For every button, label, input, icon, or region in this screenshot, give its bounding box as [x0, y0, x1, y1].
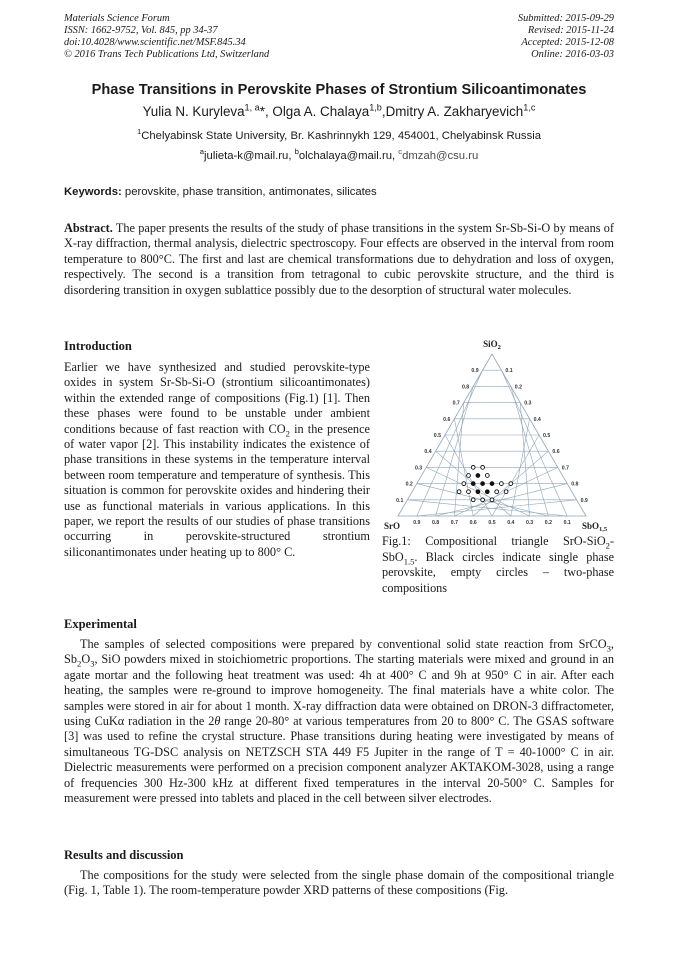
single-phase-point	[481, 482, 485, 486]
two-phase-point	[467, 490, 471, 494]
author-name: Olga A. Chalaya	[272, 104, 370, 119]
tick-label-left: 0.2	[405, 481, 413, 488]
doi-line: doi:10.4028/www.scientific.net/MSF.845.34	[64, 37, 246, 48]
tick-label-bottom: 0.9	[413, 520, 421, 526]
tick-label-right: 0.4	[533, 416, 541, 423]
vertex-label-sro: SrO	[384, 521, 401, 531]
two-phase-point	[457, 490, 461, 494]
tick-label-bottom: 0.4	[507, 520, 515, 526]
tick-label-left: 0.1	[396, 497, 404, 504]
tick-label-right: 0.6	[552, 449, 560, 456]
two-phase-point	[462, 482, 466, 486]
paper-title: Phase Transitions in Perovskite Phases of Strontium Silicoantimonates	[91, 82, 587, 98]
affiliation: $^1$Chelyabinsk State University, Br. Kashrinnykh 129, 454001, Chelyabinsk Russia	[136, 127, 542, 142]
two-phase-point	[490, 498, 494, 502]
abstract	[64, 221, 614, 298]
single-phase-point	[485, 490, 489, 494]
figure-caption: Fig.1: Compositional triangle SrO-SiO$_2$-SbO$_{1.5}$. Black circles indicate single phase perovskite, empty circles – two-phase compositions	[382, 534, 614, 595]
two-phase-point	[471, 498, 475, 502]
single-phase-point	[476, 474, 480, 478]
submitted-date: Submitted: 2015-09-29	[517, 13, 614, 24]
tick-label-bottom: 0.1	[563, 520, 571, 526]
results-paragraph: The compositions for the study were selected from the single phase domain of the compositional triangle (Fig. 1, Table 1). The room-temperature powder XRD patterns of these compositions (Fig.	[64, 868, 614, 898]
two-phase-point	[467, 474, 471, 478]
accepted-date: Accepted: 2015-12-08	[521, 37, 614, 48]
tick-label-right: 0.9	[580, 497, 588, 504]
tick-label-right: 0.3	[524, 400, 532, 407]
ternary-grid	[398, 354, 586, 516]
single-phase-point	[476, 490, 480, 494]
tick-label-left: 0.8	[461, 384, 470, 391]
two-phase-point	[500, 482, 504, 486]
email-link[interactable]: dmzah@csu.ru	[402, 150, 479, 162]
two-phase-point	[471, 466, 475, 470]
keywords-label: Keywords:	[64, 186, 122, 198]
tick-label-bottom: 0.8	[431, 520, 440, 526]
author-list: Yulia N. Kuryleva$^{1, a}$*, Olga A. Chalaya$^{1,b}$,Dmitry A. Zakharyevich$^{1,c}$	[142, 102, 536, 119]
email-link[interactable]: olchalaya@mail.ru,	[298, 150, 396, 162]
tick-label-right: 0.8	[571, 481, 579, 488]
section-heading-introduction: Introduction	[64, 339, 132, 353]
experimental-paragraph: The samples of selected compositions were prepared by conventional solid state reaction from SrCO$_3$, $Sb_2O_3$, SiO powders mixed in stoichiometric proportions. The starting materials were mixed and ground in an agate mortar and the following heat treatment was used: 4h at 400° C and 9h at 950° C in air. After each heating, the samples were re-ground to improve homogeneity. The final materials have a white color. The samples were stored in air for about 1 month. X-ray diffraction data were obtained on DRON-3 diffractometer, using CuKα radiation in the 2θ range 20-80° at various temperatures from 20 to 800° C. The GSAS software [3] was used to refine the crystal structure. Phase transitions during heating were investigated by means of simultaneous TG-DSC analysis on NETZSCH STA 449 F5 Jupiter in the range of T = 40-1000° C in air. Dielectric measurements were performed on a precision component analyzer AKTAKOM-3028, using a range of frequencies 300 Hz-300 kHz at different fixed temperatures in the interval 20-500° C. Samples for measurement were pressed into tablets and placed in the cell between silver electrodes.	[64, 637, 615, 806]
tick-label-bottom: 0.7	[450, 520, 459, 526]
two-phase-point	[495, 490, 499, 494]
two-phase-point	[509, 482, 513, 486]
section-heading-results: Results and discussion	[64, 848, 184, 862]
vertex-label-sbo: SbO$_{1,5}$	[582, 521, 608, 533]
tick-label-right: 0.2	[514, 384, 523, 391]
tick-label-left: 0.9	[471, 368, 479, 375]
issn-line: ISSN: 1662-9752, Vol. 845, pp 34-37	[64, 25, 218, 36]
dates-header	[518, 13, 614, 61]
email-link[interactable]: julieta-k@mail.ru,	[204, 150, 292, 162]
tick-label-left: 0.3	[414, 465, 423, 472]
introduction-paragraph: Earlier we have synthesized and studied perovskite-type oxides in system Sr-Sb-Si-O (strontium silicoantimonates) within the extended range of compositions (Fig.1) [1]. Then these phases were found to be unstable under ambient conditions because of fast reaction with $CO_2$ in the presence of water vapor [2]. This instability indicates the existence of phase transitions in these systems in the temperature interval between room temperature and temperature of synthesis. This situation is common for perovskite oxides and hindering their use as functional materials in various applications. In this paper, we report the results of our studies of phase transitions occurring in perovskite-structured strontium siliconantimonates under heating up to 800° C.	[64, 360, 370, 559]
tick-label-right: 0.5	[543, 433, 551, 439]
tick-label-bottom: 0.2	[544, 520, 553, 526]
tick-label-bottom: 0.6	[469, 520, 477, 526]
journal-header	[64, 13, 269, 61]
tick-label-right: 0.1	[505, 368, 513, 375]
author-emails: $^a$julieta-k@mail.ru, $^b$olchalaya@mail.ru, $^c$dmzah@csu.ru	[199, 147, 479, 162]
two-phase-point	[481, 466, 485, 470]
keywords	[64, 186, 377, 198]
two-phase-point	[485, 474, 489, 478]
journal-name: Materials Science Forum	[64, 13, 170, 24]
tick-label-left: 0.6	[443, 416, 451, 423]
copyright-line: © 2016 Trans Tech Publications Ltd, Switzerland	[64, 49, 270, 60]
tick-label-left: 0.5	[433, 433, 441, 439]
section-heading-experimental: Experimental	[64, 617, 137, 631]
two-phase-point	[504, 490, 508, 494]
two-phase-point	[481, 498, 485, 502]
vertex-label-sio2: SiO$_2$	[483, 339, 501, 351]
single-phase-point	[490, 482, 494, 486]
tick-label-right: 0.7	[561, 465, 570, 472]
ternary-diagram	[382, 338, 614, 534]
abstract-text: The paper presents the results of the study of phase transitions in the system Sr-Sb-Si-O by means of X-ray diffraction, thermal analysis, dielectric spectroscopy. Four effects are observed in the interval from room temperature to 800°C. The first and last are chemical transformations due to dehydration and loss of oxygen, respectively. The second is a transition from tetragonal to cubic perovskite structure, and the third is disordering transition in oxygen sublattice possibly due to the desorption of structural water molecules.	[64, 221, 614, 297]
single-phase-point	[471, 482, 475, 486]
author-name: Yulia N. Kuryleva	[142, 104, 245, 119]
revised-date: Revised: 2015-11-24	[527, 25, 614, 36]
tick-label-left: 0.7	[452, 400, 460, 407]
tick-label-left: 0.4	[424, 449, 432, 456]
tick-label-bottom: 0.5	[488, 520, 496, 526]
keywords-text: perovskite, phase transition, antimonates, silicates	[124, 186, 377, 198]
abstract-label: Abstract.	[64, 221, 113, 235]
author-name: Dmitry A. Zakharyevich	[385, 104, 524, 119]
tick-label-bottom: 0.3	[525, 520, 534, 526]
online-date: Online: 2016-03-03	[531, 49, 614, 60]
